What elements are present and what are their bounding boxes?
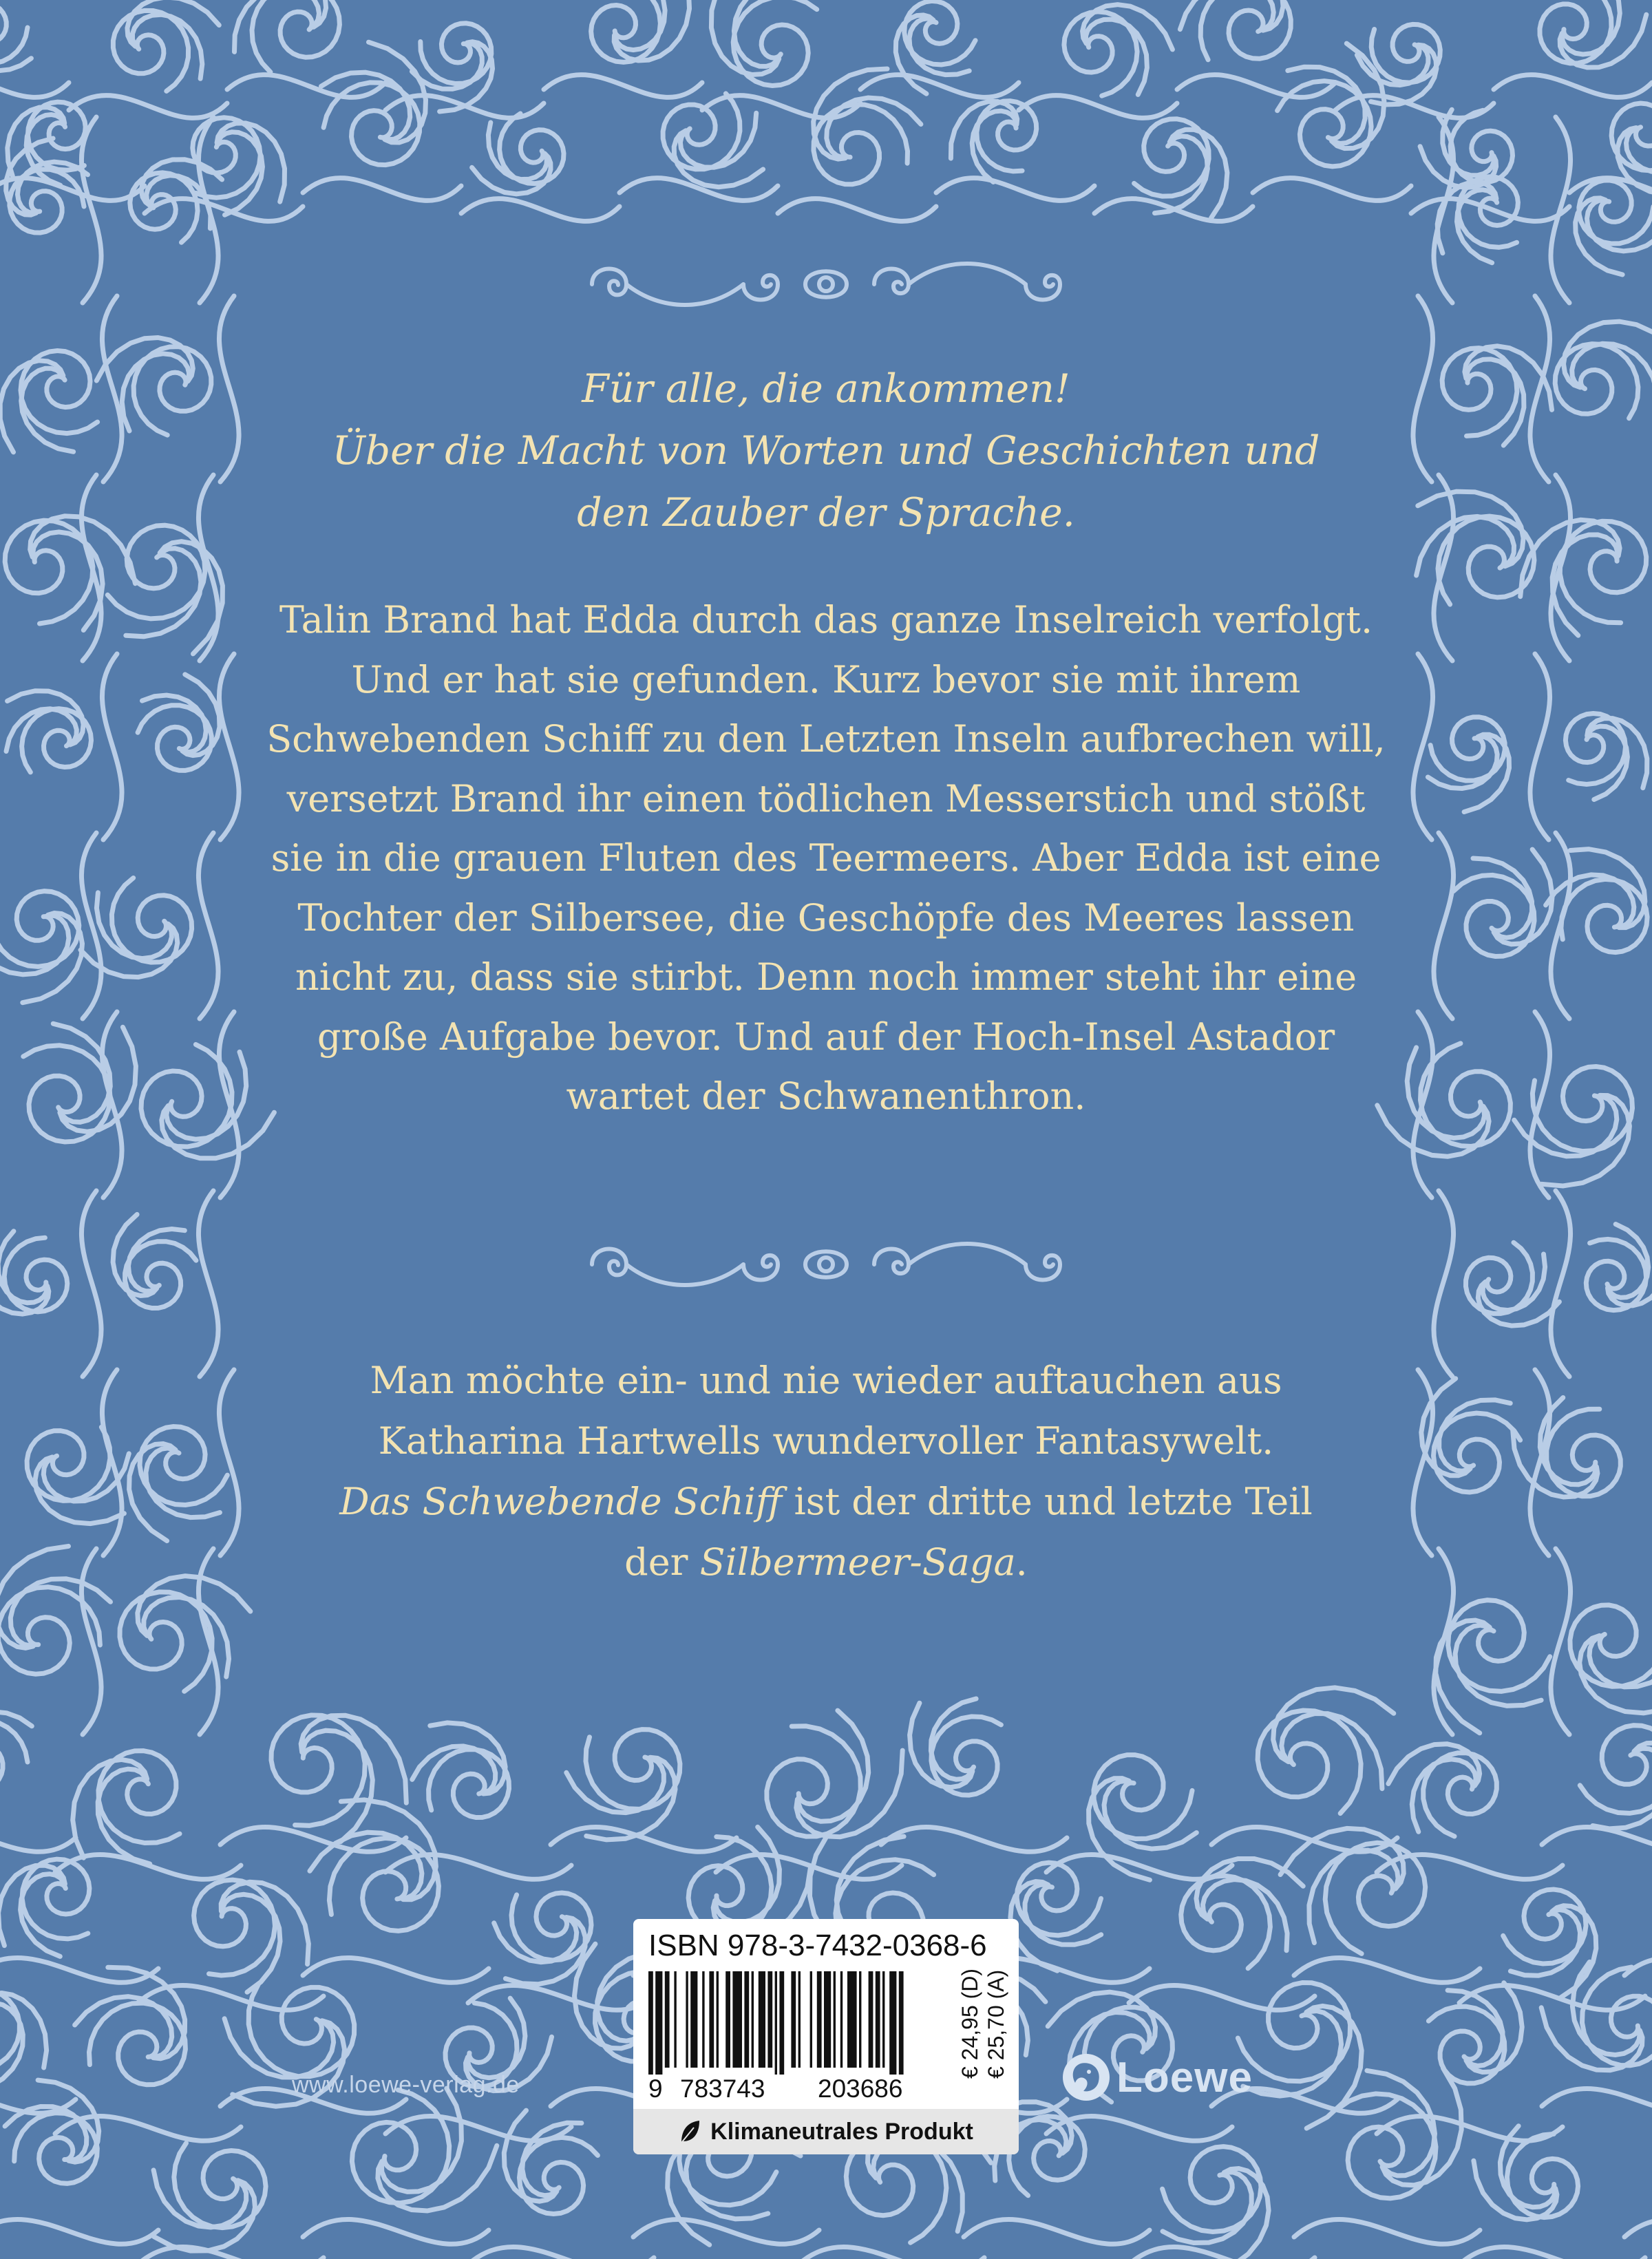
- wave-curl: [0, 1546, 69, 1648]
- wave-curl: [138, 1985, 324, 2010]
- wave-curl: [0, 2, 28, 63]
- wave-curl: [133, 14, 202, 78]
- price-germany: € 24,95 (D): [957, 1968, 982, 2079]
- wave-curl: [1413, 1012, 1433, 1198]
- tagline: [248, 358, 1404, 544]
- wave-curl: [378, 2145, 497, 2211]
- wave-curl: [1459, 2247, 1645, 2259]
- wave-curl: [522, 2123, 582, 2196]
- price-block: [957, 1969, 1009, 2079]
- wave-curl: [303, 1958, 489, 1982]
- wave-curl: [429, 1750, 509, 1818]
- wave-curl: [96, 893, 171, 959]
- wave-curl: [1094, 199, 1253, 222]
- tagline-line: Über die Macht von Worten und Geschichten und: [332, 428, 1320, 474]
- wave-curl: [1474, 2161, 1557, 2220]
- climate-neutral-label: [633, 2109, 1019, 2154]
- quote-line: [248, 1532, 1404, 1593]
- barcode-bar: [859, 1971, 861, 2068]
- wave-curl: [1542, 1827, 1652, 1852]
- barcode-bar: [767, 1971, 772, 2068]
- barcode-bar: [834, 1971, 836, 2068]
- wave-curl: [219, 1370, 239, 1556]
- wave-curl: [303, 178, 461, 201]
- wave-curl: [1413, 296, 1433, 482]
- barcode-bar: [709, 1971, 714, 2068]
- wave-curl: [81, 1191, 101, 1377]
- wave-curl: [198, 833, 218, 1019]
- quote-line: Man möchte ein- und nie wieder auftauchen aus: [370, 1359, 1282, 1402]
- wave-curl: [129, 1229, 185, 1291]
- blurb-line: sie in die grauen Fluten des Teermeers. Aber Edda ist eine: [271, 836, 1381, 880]
- wave-curl: [1411, 199, 1569, 222]
- wave-curl: [219, 654, 239, 840]
- barcode-bar: [817, 1971, 822, 2068]
- leaf-icon: [679, 2119, 701, 2144]
- barcode-bar: [655, 1971, 662, 2075]
- wave-curl: [1464, 734, 1509, 812]
- wave-curl: [1551, 1191, 1571, 1377]
- wave-curl: [113, 10, 188, 91]
- publisher-logo: [1060, 2051, 1253, 2103]
- wave-curl: [102, 1370, 122, 1556]
- barcode-bar: [717, 1971, 719, 2068]
- barcode-bar: [702, 1971, 704, 2068]
- wave-curl: [1465, 346, 1552, 410]
- barcode-bar: [690, 1971, 697, 2068]
- wave-curl: [1473, 858, 1532, 937]
- wave-curl: [461, 199, 620, 222]
- wave-curl: [235, 0, 319, 52]
- flourish-ornament-middle: [578, 1227, 1074, 1302]
- barcode-bar: [779, 1971, 784, 2075]
- wave-curl: [102, 654, 122, 840]
- wave-curl: [138, 2247, 324, 2259]
- wave-curl: [1434, 1191, 1454, 1377]
- wave-curl: [126, 549, 201, 637]
- quote-text: .: [1015, 1540, 1028, 1584]
- barcode-bar: [798, 1971, 801, 2068]
- wave-curl: [1455, 1625, 1541, 1706]
- quote-line: [248, 1472, 1404, 1532]
- barcode-bar: [726, 1971, 730, 2068]
- barcode-bar: [732, 1971, 742, 2068]
- isbn-number: ISBN 978-3-7432-0368-6: [648, 1929, 987, 1962]
- wave-curl: [0, 75, 69, 98]
- wave-curl: [778, 199, 936, 222]
- wave-curl: [591, 0, 661, 62]
- wave-curl: [102, 296, 122, 482]
- wave-curl: [1624, 2219, 1652, 2244]
- wave-curl: [1466, 1242, 1533, 1313]
- wave-curl: [1483, 1254, 1545, 1311]
- wave-curl: [1294, 1958, 1480, 1982]
- barcode-bar: [744, 1971, 749, 2068]
- wave-curl: [198, 1549, 218, 1735]
- wave-curl: [1181, 1876, 1271, 1969]
- barcode-bar: [759, 1971, 765, 2068]
- quote-line: Katharina Hartwells wundervoller Fantasywelt.: [378, 1419, 1274, 1463]
- wave-curl: [1513, 1430, 1598, 1497]
- book-title: Das Schwebende Schiff: [339, 1480, 783, 1523]
- price-austria: € 25,70 (A): [984, 1969, 1008, 2079]
- wave-curl: [860, 75, 1019, 98]
- barcode-bar: [876, 1971, 880, 2068]
- wave-curl: [1294, 2219, 1480, 2244]
- blurb-line: Und er hat sie gefunden. Kurz bevor sie mit ihrem: [351, 657, 1301, 701]
- barcode-bar: [791, 1971, 796, 2068]
- barcode-bar: [840, 1971, 843, 2068]
- wave-curl: [1530, 654, 1550, 840]
- wave-curl: [1371, 24, 1440, 83]
- wave-curl: [936, 178, 1094, 201]
- wave-curl: [1282, 1714, 1382, 1789]
- wave-curl: [0, 1827, 76, 1852]
- wave-curl: [881, 1827, 1067, 1852]
- climate-label-text: Klimaneutrales Produkt: [710, 2118, 973, 2145]
- wave-curl: [633, 2219, 819, 2244]
- wave-curl: [198, 1191, 218, 1377]
- blurb-line: Tochter der Silbersee, die Geschöpfe des Meeres lassen: [297, 895, 1355, 940]
- wave-curl: [107, 525, 205, 619]
- barcode-bar: [686, 1971, 688, 2068]
- wave-curl: [112, 878, 191, 963]
- wave-curl: [544, 75, 702, 98]
- wave-curl: [1434, 833, 1454, 1019]
- wave-curl: [219, 1012, 239, 1198]
- wave-curl: [0, 2219, 158, 2244]
- blurb-line: große Aufgabe bevor. Und auf der Hoch-Insel Astador: [317, 1015, 1335, 1059]
- flourish-ornament-top: [578, 246, 1074, 322]
- barcode-bar: [824, 1971, 831, 2068]
- review-quote: [248, 1350, 1404, 1593]
- barcode-bar: [869, 1971, 873, 2068]
- wave-curl: [1494, 75, 1652, 98]
- blurb-line: Talin Brand hat Edda durch das ganze Inselreich verfolgt.: [279, 598, 1373, 641]
- quote-text: der: [624, 1540, 700, 1584]
- barcode-digit-first: 9: [648, 2075, 663, 2103]
- barcode-bar: [882, 1971, 885, 2068]
- wave-curl: [0, 1720, 28, 1792]
- wave-curl: [1200, 0, 1291, 60]
- blurb-line: wartet der Schwanenthron.: [566, 1074, 1086, 1118]
- wave-curl: [1009, 2117, 1086, 2196]
- blurb-line: nicht zu, dass sie stirbt. Denn noch immer steht ihr eine: [295, 955, 1357, 999]
- wave-curl: [1551, 833, 1571, 1019]
- barcode-sticker: [633, 1919, 1019, 2154]
- barcode-bar: [674, 1971, 676, 2068]
- wave-curl: [1542, 2088, 1652, 2113]
- tagline-line: den Zauber der Sprache.: [577, 490, 1075, 535]
- wave-curl: [81, 117, 101, 303]
- lion-head-icon: [1060, 2051, 1112, 2103]
- barcode-bar: [810, 1971, 812, 2068]
- wave-curl: [964, 2219, 1150, 2244]
- blurb-line: versetzt Brand ihr einen tödlichen Messerstich und stößt: [286, 776, 1366, 820]
- barcode-digits-right: 203686: [818, 2075, 903, 2103]
- series-title: Silbermeer-Saga: [699, 1540, 1016, 1584]
- wave-curl: [1129, 2247, 1315, 2259]
- publisher-logo-text: Loewe: [1116, 2053, 1253, 2101]
- publisher-url[interactable]: www.loewe-verlag.de: [292, 2072, 520, 2098]
- wave-curl: [1551, 1549, 1571, 1735]
- blurb-text: [248, 591, 1404, 1127]
- barcode-bar: [899, 1971, 904, 2075]
- wave-curl: [38, 2080, 99, 2162]
- wave-curl: [1203, 1880, 1288, 1951]
- wave-curl: [219, 296, 239, 482]
- wave-curl: [798, 2247, 984, 2259]
- barcode: [648, 1971, 944, 2075]
- wave-curl: [468, 2247, 654, 2259]
- quote-text: ist der dritte und letzte Teil: [782, 1480, 1313, 1523]
- wave-curl: [385, 1854, 571, 1879]
- barcode-digits-left: 783743: [680, 2075, 765, 2103]
- wave-curl: [69, 96, 227, 118]
- wave-curl: [55, 1854, 241, 1879]
- wave-curl: [1580, 1726, 1652, 1814]
- wave-curl: [1177, 75, 1335, 98]
- barcode-bar: [847, 1971, 857, 2068]
- wave-curl: [586, 1730, 680, 1810]
- wave-curl: [1253, 178, 1411, 201]
- barcode-bar: [752, 1971, 754, 2068]
- tagline-line: Für alle, die ankommen!: [582, 366, 1070, 412]
- barcode-bar: [648, 1971, 653, 2075]
- barcode-bar: [665, 1971, 670, 2068]
- wave-curl: [1214, 2169, 1269, 2259]
- barcode-bar: [775, 1971, 777, 2075]
- wave-curl: [125, 1242, 196, 1308]
- wave-curl: [1019, 96, 1177, 118]
- blurb-line: Schwebenden Schiff zu den Letzten Inseln aufbrechen will,: [266, 717, 1386, 761]
- wave-curl: [303, 2219, 489, 2244]
- barcode-bar: [889, 1971, 896, 2075]
